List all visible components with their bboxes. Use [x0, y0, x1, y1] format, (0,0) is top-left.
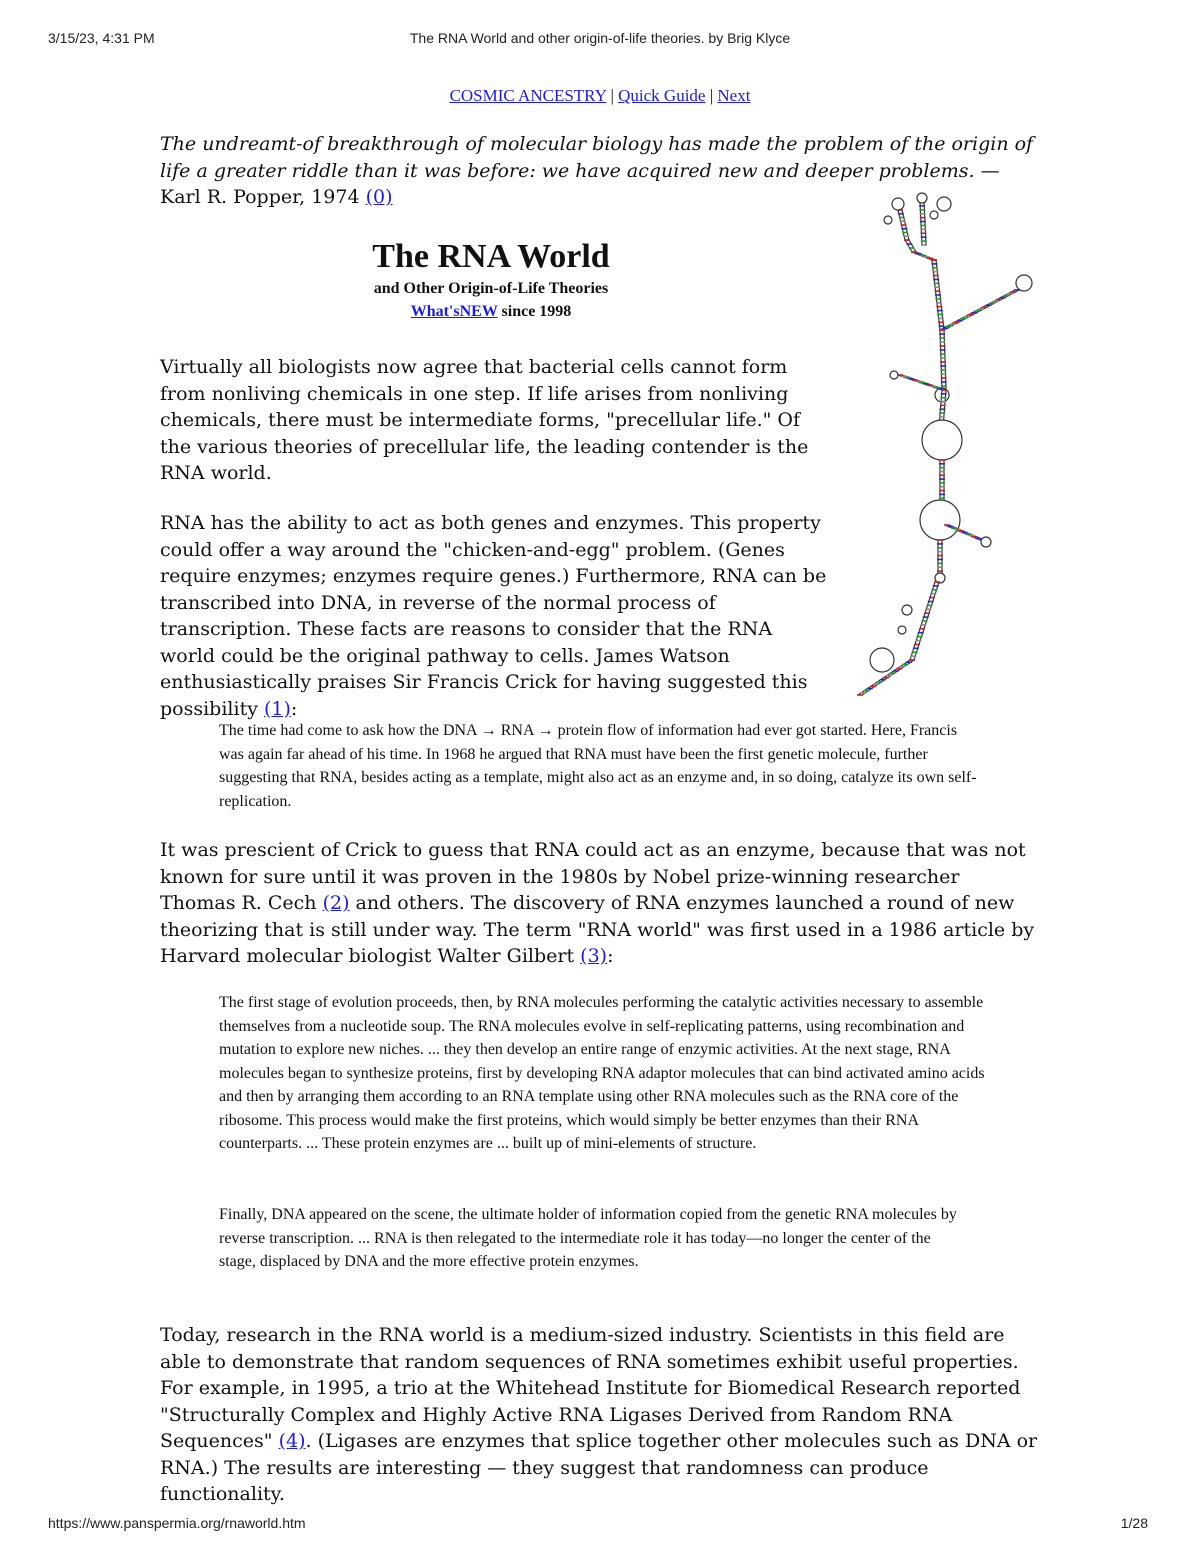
ref-link-4[interactable]: (4)	[278, 1430, 306, 1452]
paragraph-text: and others. The discovery of RNA enzymes launched a round of new theorizing that is still under way. The term "RNA world" was first used in a 1986 article by Harvard molecular biologist Walter Gilbert	[160, 892, 1035, 967]
print-page-number: 1/28	[1120, 1515, 1148, 1531]
blockquote-gilbert-1: The first stage of evolution proceeds, then, by RNA molecules performing the catalytic activities necessary to assemble themselves from a nucleotide soup. The RNA molecules evolve in self-replicating patterns, using recombination and mutation to explore new niches. ... they then develop an entire range of enzymic activities. At the next stage, RNA molecules began to synthesize proteins, first by developing RNA adaptor molecules that can bind activated amino acids and then by arranging them according to an RNA template using other RNA molecules such as the RNA core of the ribosome. This process would make the first proteins, which would simply be better enzymes than their RNA counterparts. ... These protein enzymes are ... built up of mini-elements of structure.	[219, 994, 985, 1152]
paragraph-tail: :	[607, 945, 614, 967]
whats-new-line	[160, 300, 822, 324]
paragraph-text: Today, research in the RNA world is a medium-sized industry. Scientists in this field are able to demonstrate that random sequences of RNA sometimes exhibit useful properties. For example, in 1995, a trio at the Whitehead Institute for Biomedical Research reported "Structurally Complex and Highly Active RNA Ligases Derived from Random RNA Sequences"	[160, 1324, 1021, 1452]
paragraph-text: It was prescient of Crick to guess that RNA could act as an enzyme, because that was not known for sure until it was proven in the 1980s by Nobel prize-winning researcher Thomas R. Cech	[160, 839, 1026, 914]
epigraph-text: The undreamt-of breakthrough of molecular biology has made the problem of the origin of life a greater riddle than it was before: we have acquired new and deeper problems.	[160, 133, 1034, 182]
paragraph-tail: :	[290, 697, 298, 720]
nav-link-cosmic-ancestry[interactable]: COSMIC ANCESTRY	[449, 86, 607, 105]
paragraph-text: . (Ligases are enzymes that splice together other molecules such as DNA or RNA.) The results are interesting — they suggest that randomness can produce functionality.	[160, 1430, 1038, 1505]
print-url: https://www.panspermia.org/rnaworld.htm	[48, 1515, 306, 1531]
ref-link-2[interactable]: (2)	[322, 892, 350, 914]
ref-link-0[interactable]: (0)	[365, 186, 393, 208]
paragraph-crick-cech	[160, 837, 1040, 970]
page-title-block	[160, 236, 822, 324]
blockquote-gilbert-2: Finally, DNA appeared on the scene, the ultimate holder of information copied from the genetic RNA molecules by reverse transcription. ... RNA is then relegated to the intermediate role it has today—no longer the center of the stage, displaced by DNA and the more effective protein enzymes.	[219, 1206, 957, 1270]
ref-link-1[interactable]: (1)	[263, 697, 291, 720]
blockquote-watson: The time had come to ask how the DNA → RNA → protein flow of information had ever got started. Here, Francis was again far ahead of his time. In 1968 he argued that RNA must have been the first genetic molecule, further suggesting that RNA, besides acting as a template, might also act as an enzyme and, in so doing, catalyze its own self-replication.	[219, 722, 977, 810]
ref-link-3[interactable]: (3)	[580, 945, 608, 967]
since-text: since 1998	[497, 303, 572, 320]
whats-new-link[interactable]: What'sNEW	[410, 303, 498, 320]
nav-link-next[interactable]: Next	[717, 86, 751, 105]
nav-link-quick-guide[interactable]: Quick Guide	[618, 86, 706, 105]
epigraph-attribution: — Karl R. Popper, 1974	[160, 159, 1000, 208]
page-subtitle: and Other Origin-of-Life Theories	[373, 280, 609, 297]
paragraph-rna-industry	[160, 1322, 1045, 1508]
paragraph-intro: Virtually all biologists now agree that bacterial cells cannot form from nonliving chemicals in one step. If life arises from nonliving chemicals, there must be intermediate forms, "precellular life." Of the various theories of precellular life, the leading contender is the RNA world.	[160, 356, 809, 484]
nav-separator: |	[606, 86, 619, 105]
print-page-title: The RNA World and other origin-of-life theories. by Brig Klyce	[409, 30, 791, 46]
nav-separator: |	[705, 86, 718, 105]
rna-structure-image	[852, 190, 1052, 700]
page-title: The RNA World	[372, 238, 610, 275]
paragraph-rna-genes-enzymes	[160, 510, 830, 722]
top-navigation	[0, 86, 1200, 106]
print-datetime: 3/15/23, 4:31 PM	[48, 30, 155, 46]
paragraph-text: RNA has the ability to act as both genes and enzymes. This property could offer a way around the "chicken-and-egg" problem. (Genes require enzymes; enzymes require genes.) Furthermore, RNA can be transcribed into DNA, in reverse of the normal process of transcription. These facts are reasons to consider that the RNA world could be the original pathway to cells. James Watson enthusiastically praises Sir Francis Crick for having suggested this possibility	[160, 512, 827, 720]
